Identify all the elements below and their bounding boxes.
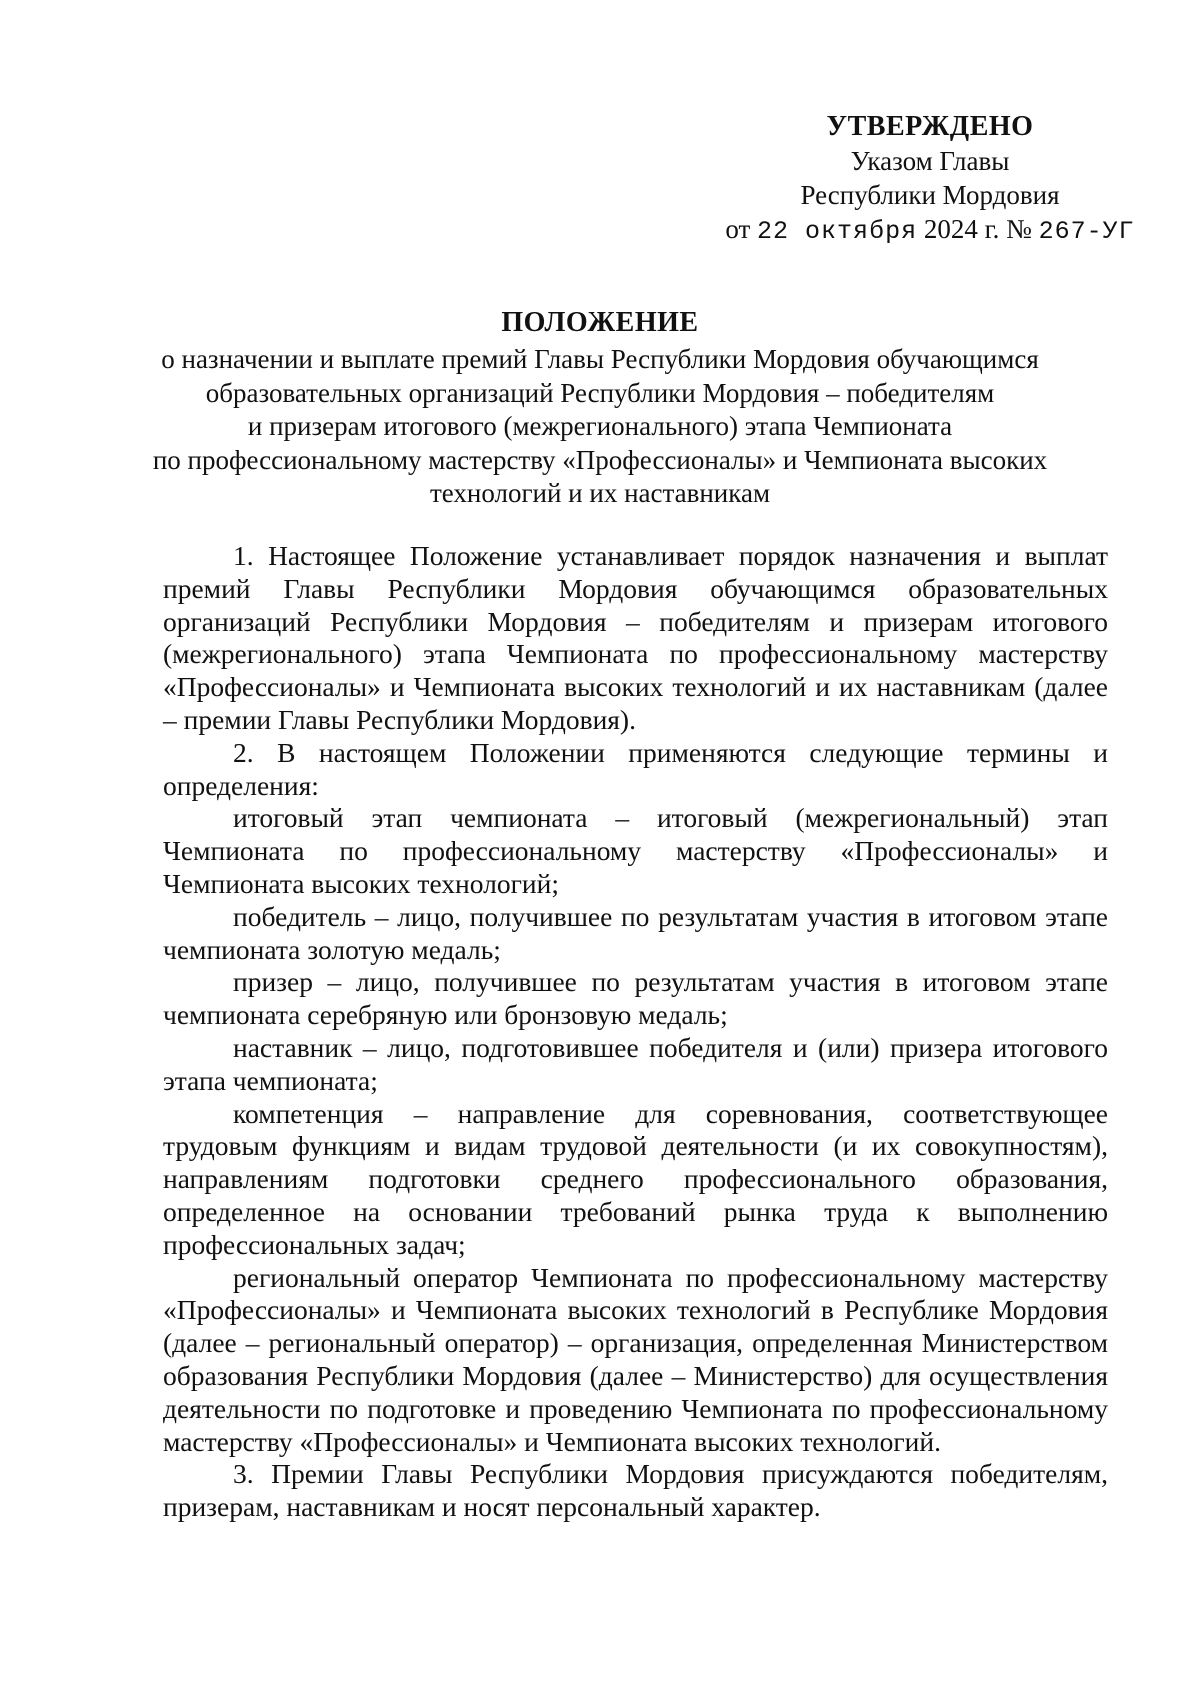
subtitle-line: по профессиональному мастерству «Профессионалы» и Чемпионата высоких [152, 444, 1048, 475]
subtitle-line: образовательных организаций Республики Мордовия – победителям [205, 377, 995, 408]
definition-winner: победитель – лицо, получившее по результатам участия в итоговом этапе чемпионата золотую медаль; [163, 900, 1108, 965]
decree-date-line [700, 212, 1160, 249]
decree-year: 2024 г. № [923, 214, 1032, 244]
approval-block [700, 110, 1160, 249]
approval-line-1: Указом Главы [850, 146, 1010, 176]
subtitle-line: технологий и их наставникам [429, 478, 771, 508]
document-body [163, 540, 1108, 1524]
decree-date-prefix: от [725, 214, 751, 244]
decree-date-handwritten: 22 октября [757, 217, 918, 246]
document-title: ПОЛОЖЕНИЕ [501, 307, 699, 338]
subtitle-line: и призерам итогового (межрегионального) этапа Чемпионата [247, 411, 953, 441]
approval-title: УТВЕРЖДЕНО [826, 111, 1034, 142]
approval-line-2: Республики Мордовия [800, 180, 1060, 210]
definition-mentor: наставник – лицо, подготовившее победителя и (или) призера итогового этапа чемпионата; [163, 1031, 1108, 1096]
document-subtitle [140, 343, 1060, 511]
subtitle-line: о назначении и выплате премий Главы Республики Мордовия обучающимся [161, 344, 1039, 374]
decree-number-handwritten: 267-УГ [1038, 217, 1135, 246]
definition-final-stage: итоговый этап чемпионата – итоговый (межрегиональный) этап Чемпионата по профессиональному мастерству «Профессионалы» и Чемпионата высоких технологий; [163, 802, 1108, 899]
paragraph-1: 1. Настоящее Положение устанавливает порядок назначения и выплат премий Главы Республики Мордовия обучающимся образовательных организаций Республики Мордовия – победителям и призерам итогового (межрегионального) этапа Чемпионата по профессиональному мастерству «Профессионалы» и Чемпионата высоких технологий и их наставникам (далее – премии Главы Республики Мордовия). [163, 540, 1108, 735]
paragraph-3: 3. Премии Главы Республики Мордовия присуждаются победителям, призерам, наставникам и носят персональный характер. [163, 1458, 1108, 1523]
definition-prizewinner: призер – лицо, получившее по результатам участия в итоговом этапе чемпионата серебряную или бронзовую медаль; [163, 966, 1108, 1031]
definition-competence: компетенция – направление для соревнования, соответствующее трудовым функциям и видам трудовой деятельности (и их совокупностям), направлениям подготовки среднего профессионального образования, определенное на основании требований рынка труда к выполнению профессиональных задач; [163, 1097, 1108, 1260]
paragraph-2: 2. В настоящем Положении применяются следующие термины и определения: [163, 736, 1108, 801]
definition-regional-operator: региональный оператор Чемпионата по профессиональному мастерству «Профессионалы» и Чемпионата высоких технологий в Республике Мордовия (далее – региональный оператор) – организация, определенная Министерством образования Республики Мордовия (далее – Министерство) для осуществления деятельности по подготовке и проведению Чемпионата по профессиональному мастерству «Профессионалы» и Чемпионата высоких технологий. [163, 1261, 1108, 1457]
